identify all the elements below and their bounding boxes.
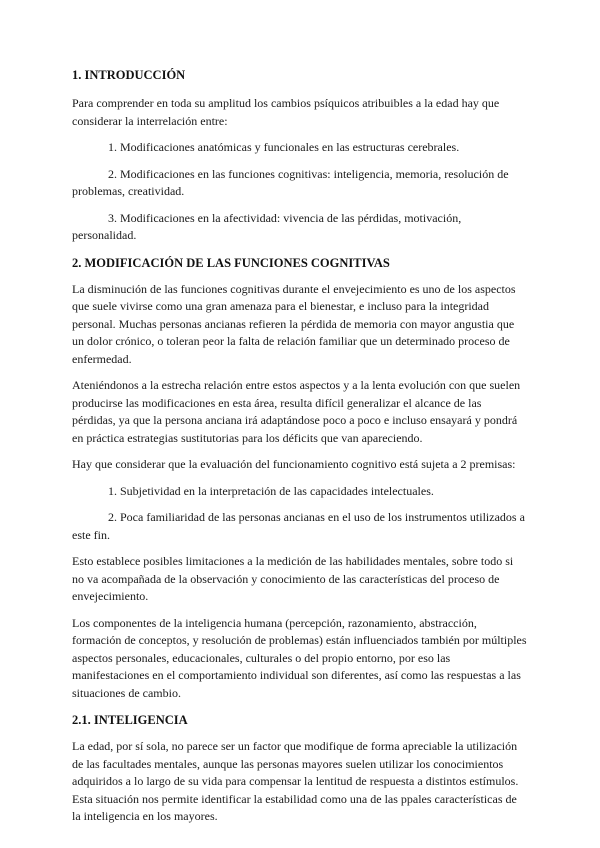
subsection-heading: 2.1. INTELIGENCIA xyxy=(72,713,188,727)
body-paragraph: La edad, por sí sola, no parece ser un factor que modifique de forma apreciable la utilización de las facultades mentales, aunque las personas mayores suelen utilizar los conocimientos adquiridos a lo largo de su vida para compensar la lentitud de respuesta a distintos estímulos. Esta situación nos permite identificar la estabilidad como una de las ppales características de la inteligencia en los mayores. xyxy=(72,739,519,823)
body-paragraph: La disminución de las funciones cognitivas durante el envejecimiento es uno de los aspectos que suele vivirse como una gran amenaza para el bienestar, e incluso para la integridad personal. Muchas personas ancianas refieren la pérdida de memoria con mayor angustia que un dolor crónico, o toleran peor la falta de relación familiar que un determinado proceso de enfermedad. xyxy=(72,281,516,366)
section-heading: 2. MODIFICACIÓN DE LAS FUNCIONES COGNITIVAS xyxy=(72,255,390,270)
section-heading: 1. INTRODUCCIÓN xyxy=(72,68,186,82)
list-item: 3. Modificaciones en la afectividad: vivencia de las pérdidas, motivación, personalidad. xyxy=(72,210,462,242)
list-item: 1. Modificaciones anatómicas y funcionales en las estructuras cerebrales. xyxy=(108,140,460,154)
body-paragraph: Esto establece posibles limitaciones a la medición de las habilidades mentales, sobre todo si no va acompañada de la observación y conocimiento de las características del proceso de envejecimiento. xyxy=(72,554,514,603)
intro-paragraph: Para comprender en toda su amplitud los cambios psíquicos atribuibles a la edad hay que considerar la interrelación entre: xyxy=(72,96,500,128)
list-item: 1. Subjetividad en la interpretación de las capacidades intelectuales. xyxy=(108,483,434,498)
body-paragraph: Los componentes de la inteligencia humana (percepción, razonamiento, abstracción, formación de conceptos, y resolución de problemas) están influenciados también por múltiples aspectos personales, educacionales, culturales o del propio entorno, por eso las manifestaciones en el comportamiento individual son diferentes, así como las respuestas a las situaciones de cambio. xyxy=(72,615,527,700)
section-funciones-cognitivas xyxy=(72,254,528,703)
section-introduccion xyxy=(72,66,528,245)
list-item: 2. Poca familiaridad de las personas ancianas en el uso de los instrumentos utilizados a este fin. xyxy=(72,510,525,542)
list-item: 2. Modificaciones en las funciones cognitivas: inteligencia, memoria, resolución de problemas, creatividad. xyxy=(72,166,509,198)
section-inteligencia xyxy=(72,711,528,826)
body-paragraph: Ateniéndonos a la estrecha relación entre estos aspectos y a la lenta evolución con que suelen producirse las modificaciones en esta área, resulta difícil generalizar el alcance de las pérdidas, ya que la persona anciana irá adaptándose poco a poco e incluso ensayará y pondrá en práctica estrategias sustitutorias para los déficits que van apareciendo. xyxy=(72,378,521,445)
body-paragraph: Hay que considerar que la evaluación del funcionamiento cognitivo está sujeta a 2 premisas: xyxy=(72,457,516,471)
